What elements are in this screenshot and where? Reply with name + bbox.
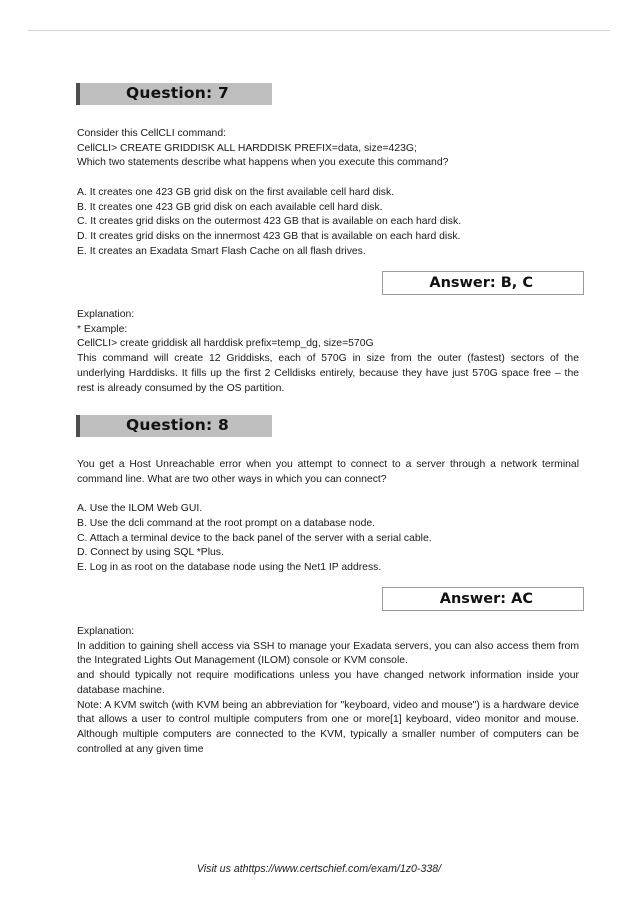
question-7-option-c: C. It creates grid disks on the outermost 423 GB that is available on each hard disk. xyxy=(77,216,462,228)
explanation-label: Explanation: xyxy=(77,626,135,637)
question-7-option-b: B. It creates one 423 GB grid disk on each available cell hard disk. xyxy=(77,201,383,213)
explanation-paragraph: This command will create 12 Griddisks, each of 570G in size from the outer (fastest) sectors of the underlying Harddisks. It fills up the first 2 Celldisks entirely, because they have just 570G space free – the rest is already consumed by the OS partition. xyxy=(77,353,579,394)
question-7-line: CellCLI> CREATE GRIDDISK ALL HARDDISK PREFIX=data, size=423G; xyxy=(77,142,417,154)
question-7-option-d: D. It creates grid disks on the innermost 423 GB that is available on each hard disk. xyxy=(77,230,461,242)
question-8-option-d: D. Connect by using SQL *Plus. xyxy=(77,547,224,559)
explanation-paragraph: Note: A KVM switch (with KVM being an abbreviation for "keyboard, video and mouse") is a hardware device that allows a user to control multiple computers from one or more[1] keyboard, video monitor and mouse. Although multiple computers are connected to the KVM, typically a smaller number of computers can be controlled at any given time xyxy=(77,699,579,755)
question-7-line: Consider this CellCLI command: xyxy=(77,128,226,139)
question-8-heading-text: Question: 8 xyxy=(126,416,229,434)
header-rule xyxy=(28,30,610,31)
question-7-explanation xyxy=(77,308,579,396)
question-7-heading-text: Question: 7 xyxy=(126,84,229,102)
question-8-body xyxy=(77,458,579,576)
question-8-heading xyxy=(76,415,272,437)
explanation-label: Explanation: xyxy=(77,309,135,320)
question-8-answer-box xyxy=(382,587,584,611)
question-8-answer: Answer: AC xyxy=(439,591,533,607)
question-8-line: You get a Host Unreachable error when you attempt to connect to a server through a network terminal command line. What are two other ways in which you can connect? xyxy=(77,459,579,485)
question-8-option-a: A. Use the ILOM Web GUI. xyxy=(77,503,203,515)
explanation-paragraph: and should typically not require modifications unless you have changed network information inside your database machine. xyxy=(77,670,579,696)
question-8-explanation xyxy=(77,625,579,757)
question-7-answer: Answer: B, C xyxy=(429,275,533,291)
question-7-body xyxy=(77,127,579,259)
explanation-paragraph: In addition to gaining shell access via SSH to manage your Exadata servers, you can also access them from the Integrated Lights Out Management (ILOM) console or KVM console. xyxy=(77,640,579,667)
question-7-line: Which two statements describe what happens when you execute this command? xyxy=(77,157,449,169)
explanation-line: * Example: xyxy=(77,323,128,335)
question-7-heading xyxy=(76,83,272,105)
footer-link[interactable]: Visit us athttps://www.certschief.com/exam/1z0-338/ xyxy=(196,863,442,875)
question-8-option-e: E. Log in as root on the database node using the Net1 IP address. xyxy=(77,561,382,573)
question-7-answer-box xyxy=(382,271,584,295)
explanation-line: CellCLI> create griddisk all harddisk prefix=temp_dg, size=570G xyxy=(77,338,374,350)
question-7-option-a: A. It creates one 423 GB grid disk on the first available cell hard disk. xyxy=(77,186,395,198)
question-8-option-c: C. Attach a terminal device to the back panel of the server with a serial cable. xyxy=(77,532,432,544)
question-7-option-e: E. It creates an Exadata Smart Flash Cache on all flash drives. xyxy=(77,245,366,257)
question-8-option-b: B. Use the dcli command at the root prompt on a database node. xyxy=(77,517,376,529)
